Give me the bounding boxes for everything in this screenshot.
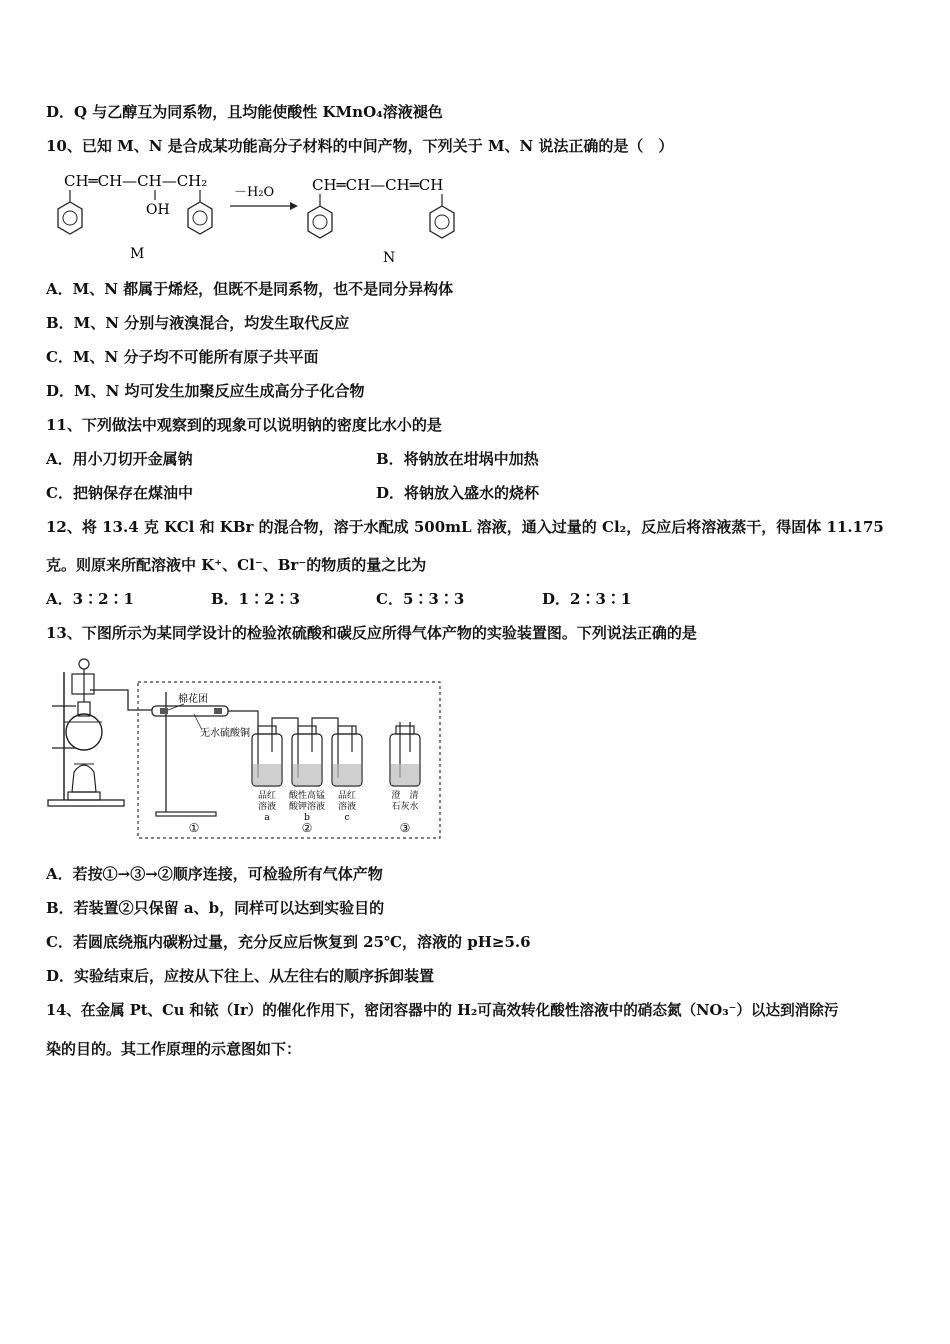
- q12-stem-line1: 12、将 13.4 克 KCl 和 KBr 的混合物，溶于水配成 500mL 溶液，通入过量的 Cl₂，反应后将溶液蒸干，得固体 11.175: [46, 518, 884, 536]
- q9-option-d: D．Q 与乙醇互为同系物，且均能使酸性 KMnO₄溶液褪色: [46, 103, 443, 121]
- circle-1: ①: [188, 821, 200, 835]
- q10-option-c: C．M、N 分子均不可能所有原子共平面: [46, 348, 319, 366]
- q11-option-b: B．将钠放在坩埚中加热: [376, 450, 539, 468]
- arrow-label: －H₂O: [234, 185, 275, 200]
- n-chain-text: CH═CH—CH═CH: [312, 176, 444, 194]
- cotton-label: 棉花团: [178, 694, 208, 705]
- m-oh-text: OH: [146, 202, 170, 218]
- bottle-a-tag: a: [264, 813, 270, 823]
- q10-option-b: B．M、N 分别与液溴混合，均发生取代反应: [46, 314, 350, 332]
- q13-option-b: B．若装置②只保留 a、b，同样可以达到实验目的: [46, 899, 385, 917]
- circle-2: ②: [301, 821, 313, 835]
- label-m: M: [130, 246, 145, 262]
- q10-reaction-figure: [50, 166, 470, 266]
- q13-apparatus-figure: [44, 652, 444, 842]
- label-n: N: [383, 250, 396, 266]
- bottle-d-label-1: 澄 清: [391, 791, 419, 801]
- m-chain-text: CH═CH—CH—CH₂: [64, 172, 208, 190]
- bottle-c-tag: c: [344, 813, 350, 823]
- bottle-c-label-2: 溶液: [337, 802, 357, 812]
- bottle-b-label-1: 酸性高锰: [288, 791, 326, 801]
- q12-option-d: D．2∶3∶1: [542, 590, 632, 608]
- bottle-d-label-2: 石灰水: [391, 802, 419, 812]
- q11-option-c: C．把钠保存在煤油中: [46, 484, 193, 502]
- q11-stem: 11、下列做法中观察到的现象可以说明钠的密度比水小的是: [46, 416, 442, 434]
- q10-option-a: A．M、N 都属于烯烃，但既不是同系物，也不是同分异构体: [46, 280, 454, 298]
- bottle-a-label-1: 品红: [257, 791, 277, 801]
- bottle-a-label-2: 溶液: [257, 802, 277, 812]
- q11-options-row2: [46, 483, 926, 503]
- q12-stem-line2: 克。则原来所配溶液中 K⁺、Cl⁻、Br⁻的物质的量之比为: [46, 556, 427, 574]
- q13-option-a: A．若按①→③→②顺序连接，可检验所有气体产物: [46, 865, 383, 883]
- bottle-b-label-2: 酸钾溶液: [288, 802, 326, 812]
- q14-stem-line1: 14、在金属 Pt、Cu 和铱（Ir）的催化作用下，密闭容器中的 H₂可高效转化酸性溶液中的硝态氮（NO₃⁻）以达到消除污: [46, 1002, 839, 1019]
- bottle-c-label-1: 品红: [337, 791, 357, 801]
- q12-options: [46, 589, 926, 609]
- q11-options-row1: [46, 449, 926, 469]
- q13-option-c: C．若圆底绕瓶内碳粉过量，充分反应后恢复到 25℃，溶液的 pH≥5.6: [46, 933, 531, 951]
- q11-option-a: A．用小刀切开金属钠: [46, 450, 193, 468]
- q10-option-d: D．M、N 均可发生加聚反应生成高分子化合物: [46, 382, 365, 400]
- q12-option-c: C．5∶3∶3: [376, 590, 465, 608]
- q11-option-d: D．将钠放入盛水的烧杯: [376, 484, 540, 502]
- bottle-b-tag: b: [304, 813, 310, 823]
- cuso4-label: 无水硫酸铜: [200, 728, 250, 739]
- q10-stem: 10、已知 M、N 是合成某功能高分子材料的中间产物，下列关于 M、N 说法正确的是（ ）: [46, 137, 674, 155]
- q13-option-d: D．实验结束后，应按从下往上、从左往右的顺序拆卸装置: [46, 967, 435, 985]
- q14-stem-line2: 染的目的。其工作原理的示意图如下：: [46, 1040, 302, 1058]
- q12-option-a: A．3∶2∶1: [46, 590, 134, 608]
- q13-stem: 13、下图所示为某同学设计的检验浓硫酸和碳反应所得气体产物的实验装置图。下列说法正确的是: [46, 624, 697, 642]
- circle-3: ③: [399, 821, 411, 835]
- q12-option-b: B．1∶2∶3: [211, 590, 300, 608]
